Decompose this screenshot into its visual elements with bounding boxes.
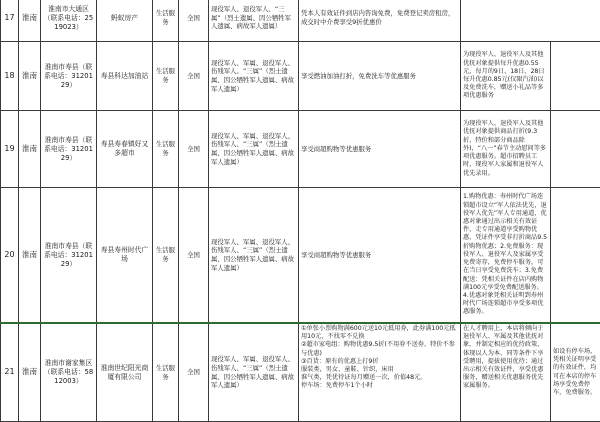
- row-number: 20: [1, 188, 19, 324]
- unit-cell: 淮南市寿县（联系电话：3120129）: [41, 111, 97, 188]
- note-cell: 为现役军人、退役军人及其他优抚对象提供每升优惠0.55元，每月的9日、18日、28日每升优惠0.85元(仅限汽油)以及免费洗车，赠送小礼品等多项优惠服务: [461, 42, 551, 111]
- extra-cell: [551, 42, 600, 111]
- note-cell: 在人才聘用上，本店将倾向于退役军人、军属及其他优抚对象，并制定相应的优待政策，体现以人为本，同等条件下享受聘用，提拔使用优待；通过出示相关有效证件，享受优惠服务，赠送相关优惠服务优先家属服务。: [461, 323, 551, 422]
- merchant-cell: 蚂蚁房产: [97, 0, 153, 42]
- category-cell: 生活服务: [153, 42, 179, 111]
- row-number: 18: [1, 42, 19, 111]
- city-cell: 淮南: [19, 111, 41, 188]
- scope-cell: 全国: [179, 188, 209, 324]
- merchant-cell: 寿县科达加油站: [97, 42, 153, 111]
- table-row: [1, 323, 600, 422]
- targets-cell: 现役军人、军属、退役军人、伤残军人、“三属”（烈士遗属、因公牺牲军人遗属、病故军人遗属）: [209, 111, 299, 188]
- row-number: 17: [1, 0, 19, 42]
- category-cell: 生活服务: [153, 0, 179, 42]
- merchant-cell: 淮南世纪阳光商厦有限公司: [97, 323, 153, 422]
- benefit-cell: 享受商超购物等优惠服务: [299, 111, 461, 188]
- extra-cell: [551, 188, 600, 324]
- category-cell: 生活服务: [153, 188, 179, 324]
- benefit-cell: ①单张小票购物满600元送10元抵用券，此券满100元抵用10元，不找零不兑换 ②超市家电组：购物优惠9.5折(不用券不送券，特价不参与优惠) ③百货：原有的优惠上打9折 服装类，男女、童鞋、针织、床用 淮气类，凭优待证每月赠送一次，价值48元。 停车场：免费停车1个小时: [299, 323, 461, 422]
- targets-cell: 现役军人、退役军人、“三属”（烈士遗属、因公牺牲军人遗属、病故军人遗属）: [209, 0, 299, 42]
- benefit-cell: 享受商超购物等优惠服务: [299, 188, 461, 324]
- row-number: 19: [1, 111, 19, 188]
- category-cell: 生活服务: [153, 323, 179, 422]
- category-cell: 生活服务: [153, 111, 179, 188]
- note-cell: 1.购物优惠：寿州时代广场连锁超市设立“军人依法优先，退役军人优先”军人专用通道，优惠对象通过出示相关有效证件，走专用通道享受购物优惠，凭证件享受非打折商品9.5折购物优惠；2.免费服务：现役军人、退役军人及家属享受免费寄存，免费停车服务，可在当日享受免费洗车；3.免费配送：凭相关证件在店内购物满100元享受免费配送服务。4.优惠对象凭相关证明到寿州时代广场连锁超市享受多项优惠服务。: [461, 188, 551, 324]
- note-cell: 为现役军人、退役军人及其他优抚对象提供商品打折(9.3折，特价和部分商品除外)，“八一”春节主动慰问等多项优惠服务。超市招聘员工时，现役军人家属和退役军人优先录用。: [461, 111, 551, 188]
- targets-cell: 现役军人、军属、退役军人、伤残军人、“三属”（烈士遗属、因公牺牲军人遗属、病故军人遗属）: [209, 42, 299, 111]
- city-cell: 淮南: [19, 323, 41, 422]
- city-cell: 淮南: [19, 188, 41, 324]
- benefit-cell: 凭本人有效证件到店内咨询免费，免费登记卖房租房，成交时中介费享受9折优惠价: [299, 0, 461, 42]
- targets-cell: 现役军人、军属、退役军人、伤残军人、“三属”（烈士遗属、因公牺牲军人遗属、病故军人遗属）: [209, 323, 299, 422]
- merchant-cell: 寿县寿州时代广场: [97, 188, 153, 324]
- table-row: [1, 188, 600, 324]
- table-row: [1, 42, 600, 111]
- targets-cell: 现役军人、军属、退役军人、伤残军人、“三属”（烈士遗属、因公牺牲军人遗属、病故军人遗属）: [209, 188, 299, 324]
- scope-cell: 全国: [179, 42, 209, 111]
- scope-cell: 全国: [179, 111, 209, 188]
- note-cell: [461, 0, 600, 42]
- city-cell: 淮南: [19, 42, 41, 111]
- unit-cell: 淮南市大通区（联系电话：2519023）: [41, 0, 97, 42]
- merchant-cell: 寿县寿春镇好又多超市: [97, 111, 153, 188]
- extra-cell: [551, 111, 600, 188]
- row-number: 21: [1, 323, 19, 422]
- benefit-cell: 享受燃油加油打折，免费洗车等优惠服务: [299, 42, 461, 111]
- unit-cell: 淮南市寿县（联系电话：3120129）: [41, 42, 97, 111]
- unit-cell: 淮南市寿县（联系电话：3120129）: [41, 188, 97, 324]
- scope-cell: 全国: [179, 323, 209, 422]
- unit-cell: 淮南市谢家集区（联系电话：5812003）: [41, 323, 97, 422]
- extra-cell: 如设有停车场，凭相关证明享受的有效证件，均可在本店的停车场享受免费停车，免费服务。: [551, 323, 600, 422]
- city-cell: 淮南: [19, 0, 41, 42]
- table-row: [1, 0, 600, 42]
- scope-cell: 全国: [179, 0, 209, 42]
- table-row: [1, 111, 600, 188]
